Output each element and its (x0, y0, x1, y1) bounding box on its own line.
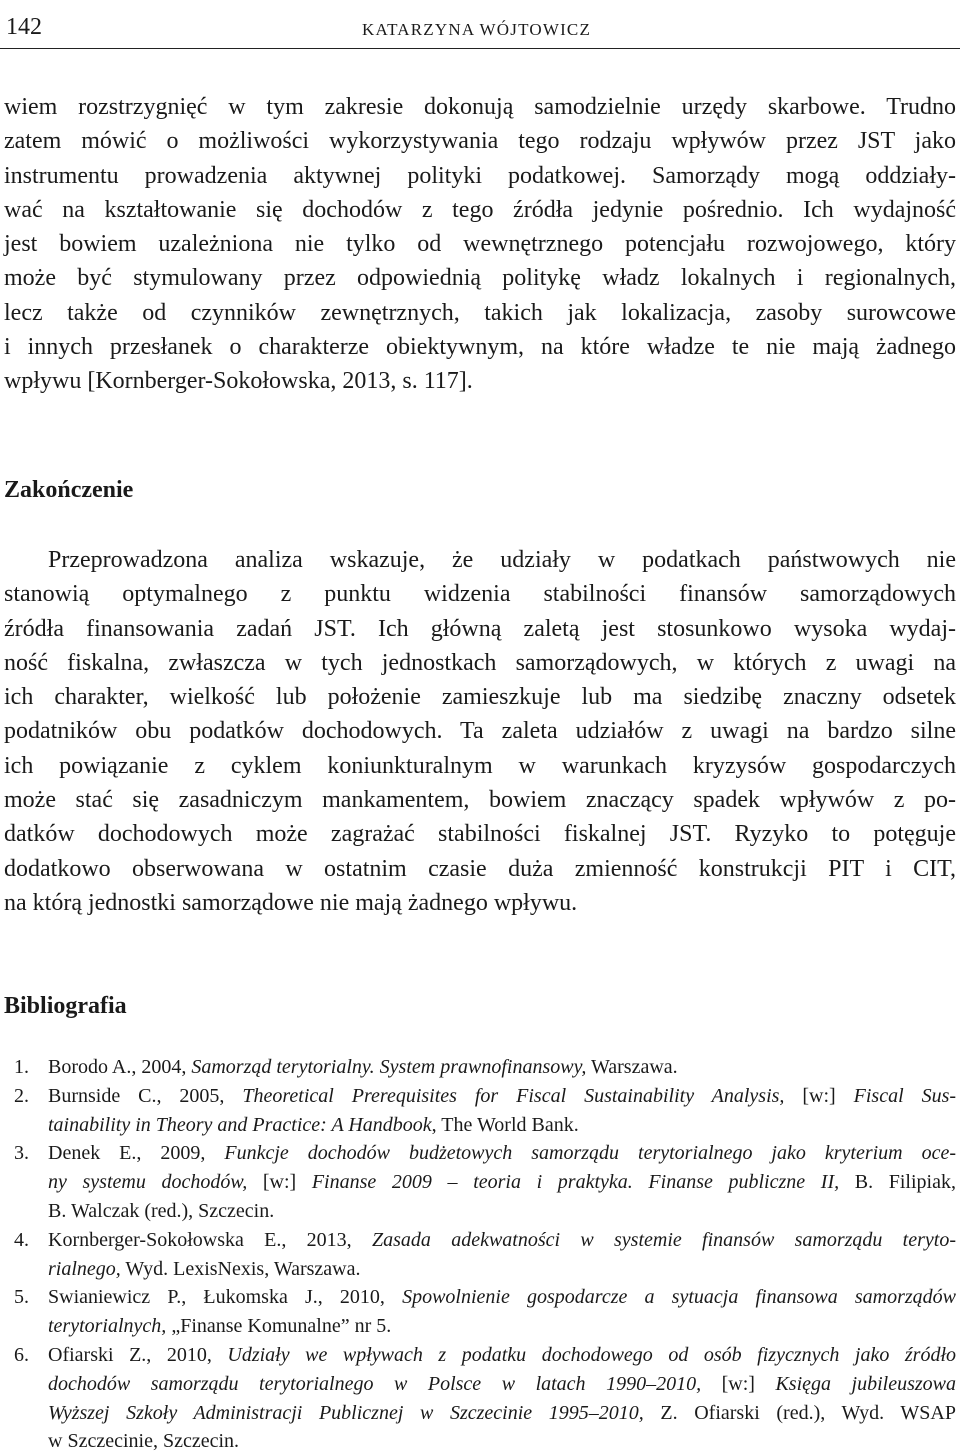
bibliography-heading: Bibliografia (4, 993, 127, 1019)
text-line: może być stymulowany przez odpowiednią politykę władz lokalnych i regionalnych, (4, 265, 956, 292)
item-number: 4. (14, 1228, 29, 1251)
text-line: podatników obu podatków dochodowych. Ta zaleta udziałów z uwagi na bardzo silne (4, 718, 956, 745)
bibliography-item (0, 1139, 960, 1225)
item-number: 3. (14, 1142, 29, 1165)
text-line: Denek E., 2009, Funkcje dochodów budżetowych samorządu terytorialnego jako kryterium oce- (48, 1142, 957, 1165)
text-line: dochodów samorządu terytorialnego w Polsce w latach 1990–2010, [w:] Księga jubileuszowa (48, 1372, 956, 1395)
text-line: ny systemu dochodów, [w:] Finanse 2009 – teoria i praktyka. Finanse publiczne II, B. Filipiak, (48, 1171, 956, 1194)
header-rule (0, 48, 960, 49)
bibliography-item (0, 1226, 960, 1284)
text-line: lecz także od czynników zewnętrznych, takich jak lokalizacja, zasoby surowcowe (4, 299, 956, 326)
text-line: ich charakter, wielkość lub położenie zamieszkuje lub ma siedzibę znaczny odsetek (4, 684, 956, 711)
text-line: wiem rozstrzygnięć w tym zakresie dokonują samodzielnie urzędy skarbowe. Trudno (4, 94, 956, 120)
text-line: jest bowiem uzależniona nie tylko od wewnętrznego potencjału rozwojowego, który (4, 231, 956, 258)
item-number: 2. (14, 1084, 29, 1107)
text-line: i innych przesłanek o charakterze obiektywnym, na które władze te nie mają żadnego (4, 334, 956, 361)
text-line: na którą jednostki samorządowe nie mają żadnego wpływu. (4, 889, 578, 916)
text-line: terytorialnych, „Finanse Komunalne” nr 5. (48, 1315, 392, 1338)
item-number: 1. (14, 1056, 29, 1078)
text-line: stanowią optymalnego z punktu widzenia stabilności finansów samorządowych (4, 581, 956, 608)
bibliography-list (0, 1053, 960, 1456)
text-line: rialnego, Wyd. LexisNexis, Warszawa. (48, 1257, 361, 1280)
bibliography-item (0, 1053, 960, 1082)
text-line: ich powiązanie z cyklem koniunkturalnym w warunkach kryzysów gospodarczych (4, 752, 956, 779)
text-line: Borodo A., 2004, Samorząd terytorialny. System prawnofinansowy, Warszawa. (48, 1056, 678, 1078)
text-line: Ofiarski Z., 2010, Udziały we wpływach z podatku dochodowego od osób fizycznych jako źródło (48, 1343, 956, 1366)
conclusion-paragraph (4, 543, 956, 920)
text-line: wać na kształtowanie się dochodów z tego źródła jedynie pośrednio. Ich wydajność (4, 196, 956, 223)
body-paragraph (4, 90, 956, 399)
bibliography-item (0, 1341, 960, 1456)
item-number: 5. (14, 1286, 29, 1309)
bibliography-item (0, 1283, 960, 1341)
conclusion-heading: Zakończenie (4, 477, 134, 503)
text-line: datków dochodowych może zagrażać stabilności fiskalnej JST. Ryzyko to potęguje (4, 821, 956, 848)
bibliography-item (0, 1082, 960, 1140)
text-line: Wyższej Szkoły Administracji Publicznej w Szczecinie 1995–2010, Z. Ofiarski (red.), Wyd. WSAP (48, 1401, 956, 1424)
text-line: Burnside C., 2005, Theoretical Prerequisites for Fiscal Sustainability Analysis, [w:] Fiscal Sus- (48, 1084, 957, 1107)
text-line: w Szczecinie, Szczecin. (48, 1430, 240, 1453)
text-line: może stać się zasadniczym mankamentem, bowiem znaczący spadek wpływów z po- (4, 787, 956, 814)
text-line: Przeprowadzona analiza wskazuje, że udziały w podatkach państwowych nie (48, 547, 956, 573)
text-line: ność fiskalna, zwłaszcza w tych jednostkach samorządowych, w których z uwagi na (4, 649, 956, 676)
text-line: dodatkowo obserwowana w ostatnim czasie duża zmienność konstrukcji PIT i CIT, (4, 855, 956, 882)
text-line: zatem mówić o możliwości wykorzystywania tego rodzaju wpływów przez JST jako (4, 128, 956, 155)
page-number: 142 (6, 14, 42, 40)
page-header (0, 0, 960, 52)
text-line: źródła finansowania zadań JST. Ich główną zaletą jest stosunkowo wysoka wydaj- (4, 615, 956, 642)
text-line: B. Walczak (red.), Szczecin. (48, 1199, 275, 1222)
text-line: tainability in Theory and Practice: A Handbook, The World Bank. (48, 1113, 579, 1136)
text-line: Swianiewicz P., Łukomska J., 2010, Spowolnienie gospodarcze a sytuacja finansowa samorządów (48, 1286, 956, 1309)
item-number: 6. (14, 1343, 29, 1366)
text-line: wpływu [Kornberger-Sokołowska, 2013, s. 117]. (4, 368, 473, 395)
text-line: Kornberger-Sokołowska E., 2013, Zasada adekwatności w systemie finansów samorządu teryto- (48, 1228, 956, 1251)
running-head: KATARZYNA WÓJTOWICZ (362, 20, 592, 39)
text-line: instrumentu prowadzenia aktywnej polityki podatkowej. Samorządy mogą oddziały- (4, 162, 956, 189)
